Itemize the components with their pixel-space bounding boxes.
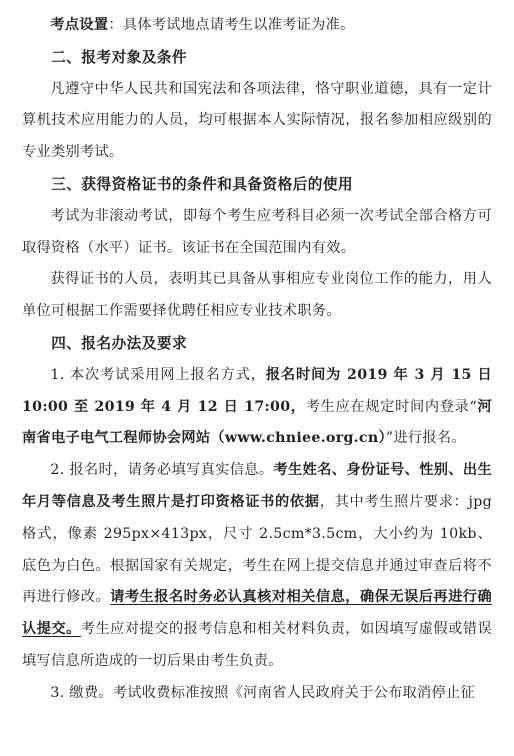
item-1-prefix: 1. 本次考试采用网上报名方式， bbox=[50, 366, 266, 383]
exam-location-text: ：具体考试地点请考生以准考证为准。 bbox=[108, 17, 355, 33]
section-4-heading: 四、报名办法及要求 bbox=[51, 334, 188, 352]
exam-location-label: 考点设置 bbox=[50, 17, 109, 33]
item-2-prefix: 2. 报名时，请务必填写真实信息。 bbox=[50, 462, 274, 479]
item-1-registration-time: 报名时间为 2019 年 3 月 15 日 10:00 至 2019 年 4 月 12 日 17:00， bbox=[22, 366, 492, 415]
section-4-item-2 bbox=[22, 455, 492, 678]
section-3-paragraph-2: 获得证书的人员，表明其已具备从事相应专业岗位工作的能力，用人单位可根据工作需要择优聘任相应专业技术职务。 bbox=[22, 271, 492, 320]
section-2-heading: 二、报考对象及条件 bbox=[51, 48, 188, 66]
section-2-paragraph: 凡遵守中华人民共和国宪法和各项法律，恪守职业道德，具有一定计算机技术应用能力的人员，均可根据本人实际情况，报名参加相应级别的专业类别考试。 bbox=[22, 80, 492, 161]
item-1-website: 河南省电子电气工程师协会网站（www.chniee.org.cn） bbox=[22, 398, 492, 447]
item-2-suffix: 考生应对提交的报考信息和相关材料负责，如因填写虚假或错误填写信息所造成的一切后果由考生负责。 bbox=[22, 621, 492, 669]
section-4-item-1 bbox=[22, 360, 492, 455]
item-1-mid: 考生应在规定时间内登录“ bbox=[305, 398, 478, 415]
exam-location-paragraph bbox=[22, 10, 492, 42]
item-1-suffix: ”进行报名。 bbox=[385, 430, 466, 447]
section-3-heading: 三、获得资格证书的条件和具备资格后的使用 bbox=[51, 175, 354, 193]
section-4-item-3: 3. 缴费。考试收费标准按照《河南省人民政府关于公布取消停止征 bbox=[50, 684, 475, 701]
item-2-key-info: 考生姓名、身份证号、性别、出生年月等信息及考生照片是打印资格证书的依据 bbox=[22, 462, 492, 510]
item-2-verify-notice: 请考生报名时务必认真核对相关信息，确保无误后再进行确认提交。 bbox=[22, 589, 492, 638]
item-2-mid: ，其中考生照片要求：jpg 格式，像素 295px×413px，尺寸 2.5cm*3.5cm，大小约为 10kb、底色为白色。根据国家有关规定，考生在网上提交信息并通过审查后将不再进行修改。 bbox=[22, 493, 492, 606]
section-3-paragraph-1: 考试为非滚动考试，即每个考生应考科目必须一次考试全部合格方可取得资格（水平）证书。该证书在全国范围内有效。 bbox=[22, 207, 492, 256]
